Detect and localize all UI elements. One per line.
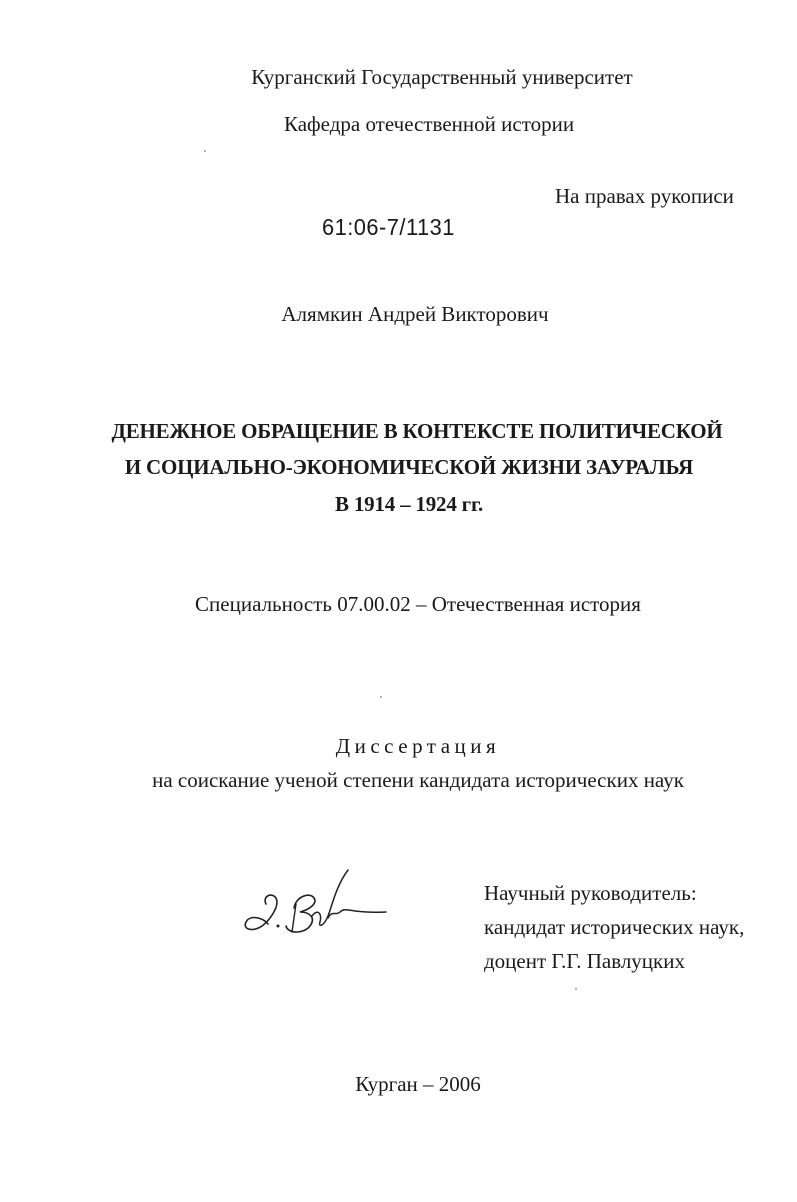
university-name: Курганский Государственный университет: [251, 65, 633, 89]
city-year: Курган – 2006: [355, 1072, 481, 1096]
title-line-3: В 1914 – 1924 гг.: [334, 492, 484, 516]
title-line-2: И СОЦИАЛЬНО-ЭКОНОМИЧЕСКОЙ ЖИЗНИ ЗАУРАЛЬЯ: [124, 455, 694, 479]
degree-line: на соискание ученой степени кандидата исторических наук: [152, 768, 684, 792]
rights-note: На правах рукописи: [555, 184, 734, 208]
author-name: Алямкин Андрей Викторович: [281, 302, 549, 326]
specialty: Специальность 07.00.02 – Отечественная история: [195, 592, 641, 616]
scan-speck: [204, 150, 206, 152]
department-name: Кафедра отечественной истории: [284, 112, 575, 136]
scan-speck: [575, 988, 577, 990]
scan-speck: [380, 696, 382, 698]
supervisor-title: Научный руководитель:: [484, 881, 697, 905]
catalog-code: 61:06-7/1131: [322, 214, 455, 240]
dissertation-label: Диссертация: [335, 734, 501, 758]
title-line-1: ДЕНЕЖНОЕ ОБРАЩЕНИЕ В КОНТЕКСТЕ ПОЛИТИЧЕСКОЙ: [111, 419, 723, 443]
handwritten-signature: [236, 866, 388, 942]
supervisor-name: доцент Г.Г. Павлуцких: [484, 949, 685, 973]
supervisor-degree: кандидат исторических наук,: [484, 915, 745, 939]
